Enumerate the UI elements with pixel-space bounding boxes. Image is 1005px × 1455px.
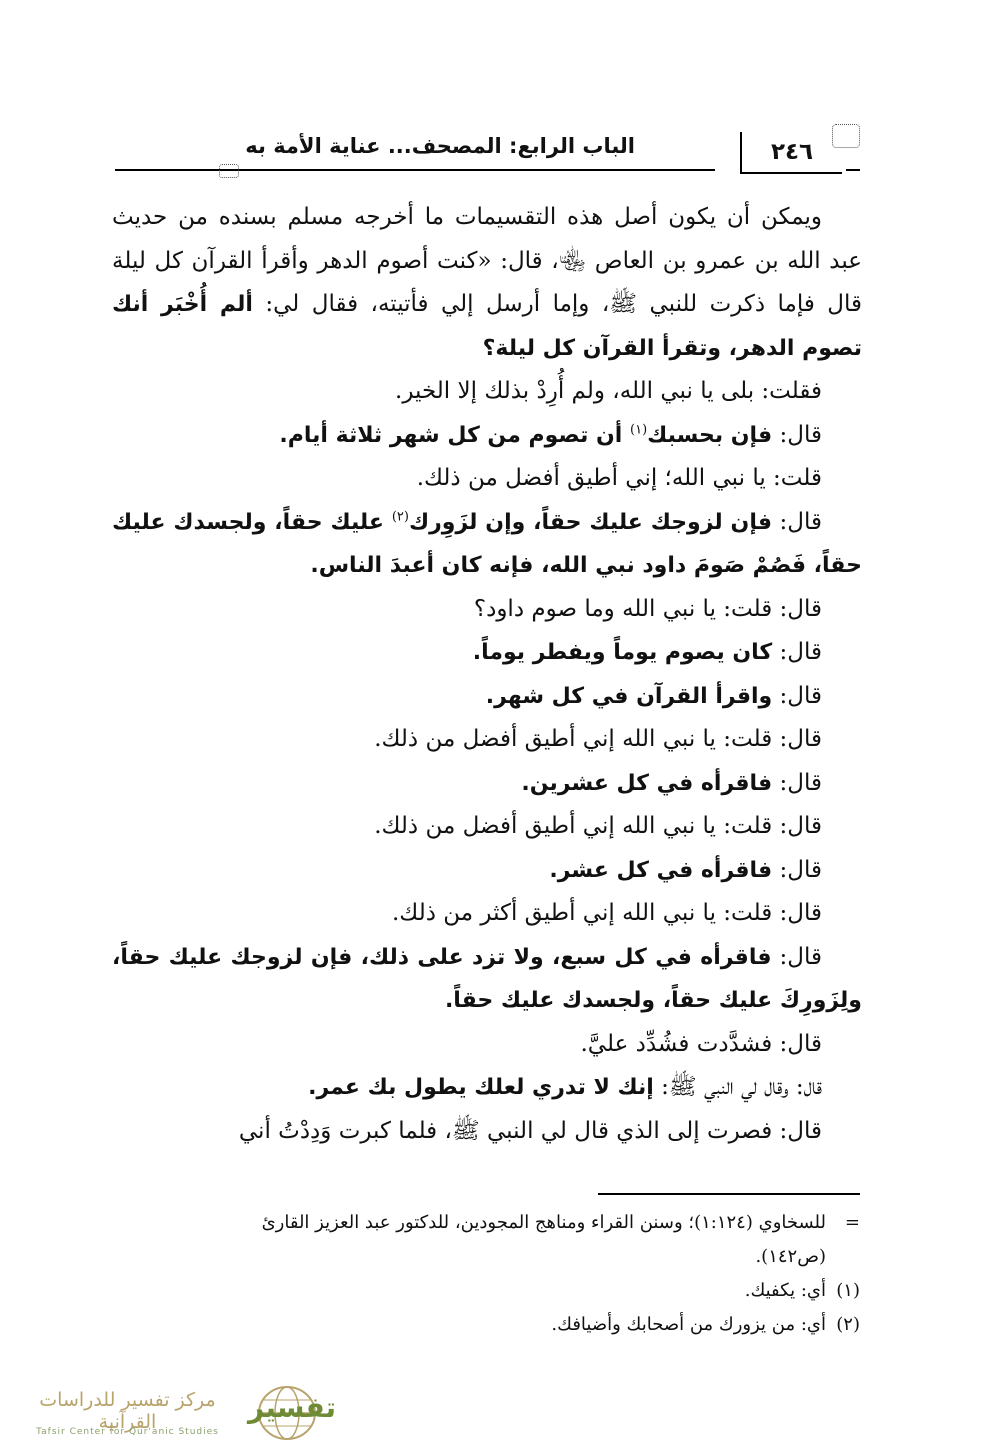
main-text bbox=[112, 196, 862, 1153]
line: قال: فاقرأه في كل عشر. bbox=[549, 856, 822, 883]
footnote-divider bbox=[598, 1193, 860, 1195]
footnote-continuation-end: (ص١٤٢). bbox=[755, 1246, 826, 1267]
line: قال: وقال لي النبي ﷺ: إنك لا تدري لعلك يطول بك عمر. bbox=[308, 1074, 822, 1100]
footnote-continuation: =للسخاوي (١:١٢٤)؛ وسنن القراء ومناهج المجودين، للدكتور عبد العزيز القارئ bbox=[261, 1212, 860, 1233]
page-number: ٢٤٦ bbox=[740, 132, 842, 174]
line: قال: فصرت إلى الذي قال لي النبي ﷺ، فلما كبرت وَدِدْتُ أني bbox=[238, 1117, 822, 1144]
paragraph-intro: ويمكن أن يكون أصل هذه التقسيمات ما أخرجه مسلم بسنده من حديث عبد الله بن عمرو بن العاص ﵄، قال: «كنت أصوم الدهر وأقرأ القرآن كل ليلة قال فإما ذكرت للنبي ﷺ، وإما أرسل إلي فأتيته، فقال لي: ألم أُخْبَر أنك تصوم الدهر، وتقرأ القرآن كل ليلة؟ bbox=[112, 204, 862, 361]
line: قال: فشدَّدت فشُدِّد عليَّ. bbox=[580, 1030, 822, 1057]
bold-quote: ألم أُخْبَر أنك تصوم الدهر، وتقرأ القرآن كل ليلة؟ bbox=[112, 292, 862, 361]
line: قال: قلت: يا نبي الله وما صوم داود؟ bbox=[473, 595, 822, 622]
line: قال: فاقرأه في كل سبع، ولا تزد على ذلك، فإن لزوجك عليك حقاً، ولِزَورِكَ عليك حقاً، ولجسدك عليك حقاً. bbox=[112, 943, 862, 1013]
publisher-logo bbox=[0, 1375, 337, 1455]
line: قال: قلت: يا نبي الله إني أطيق أكثر من ذلك. bbox=[392, 900, 822, 926]
header-rule bbox=[115, 169, 715, 171]
line: قال: كان يصوم يوماً ويفطر يوماً. bbox=[472, 639, 822, 665]
logo-english-name: Tafsir Center for Qur'anic Studies bbox=[36, 1427, 219, 1437]
footnote-2: (٢)أي: من يزورك من أصحابك وأضيافك. bbox=[551, 1314, 860, 1335]
footnotes bbox=[120, 1208, 860, 1344]
line: قال: قلت: يا نبي الله إني أطيق أفضل من ذلك. bbox=[374, 726, 822, 752]
page-header bbox=[115, 130, 860, 180]
chapter-title: الباب الرابع: المصحف... عناية الأمة به bbox=[245, 134, 635, 158]
line: قال: فاقرأه في كل عشرين. bbox=[521, 769, 822, 796]
header-rule-tail bbox=[846, 169, 860, 171]
line: قال: قلت: يا نبي الله إني أطيق أفضل من ذلك. bbox=[374, 813, 822, 839]
ornament-icon bbox=[832, 124, 860, 148]
line: فقلت: بلى يا نبي الله، ولم أُرِدْ بذلك إلا الخير. bbox=[395, 378, 822, 404]
logo-arabic-name: مركز تفسير للدراسات القرآنية bbox=[39, 1389, 216, 1433]
footnote-ref-2: (٢) bbox=[391, 508, 409, 524]
ornament-icon-small bbox=[219, 164, 239, 178]
footnote-ref-1: (١) bbox=[630, 421, 648, 437]
line: قال: فإن لزوجك عليك حقاً، وإن لزَوِرك$^{(٢)}$ عليك حقاً، ولجسدك عليك حقاً، فَصُمْ صَومَ داود نبي الله، فإنه كان أعبدَ الناس. bbox=[112, 508, 862, 578]
line: قال: فإن بحسبك$^{(١)}$ أن تصوم من كل شهر ثلاثة أيام. bbox=[279, 421, 822, 448]
line: قال: واقرأ القرآن في كل شهر. bbox=[485, 682, 822, 709]
footnote-1: (١)أي: يكفيك. bbox=[744, 1280, 860, 1301]
logo-brand-text: تفسير bbox=[248, 1391, 337, 1424]
line: قلت: يا نبي الله؛ إني أطيق أفضل من ذلك. bbox=[416, 465, 822, 491]
